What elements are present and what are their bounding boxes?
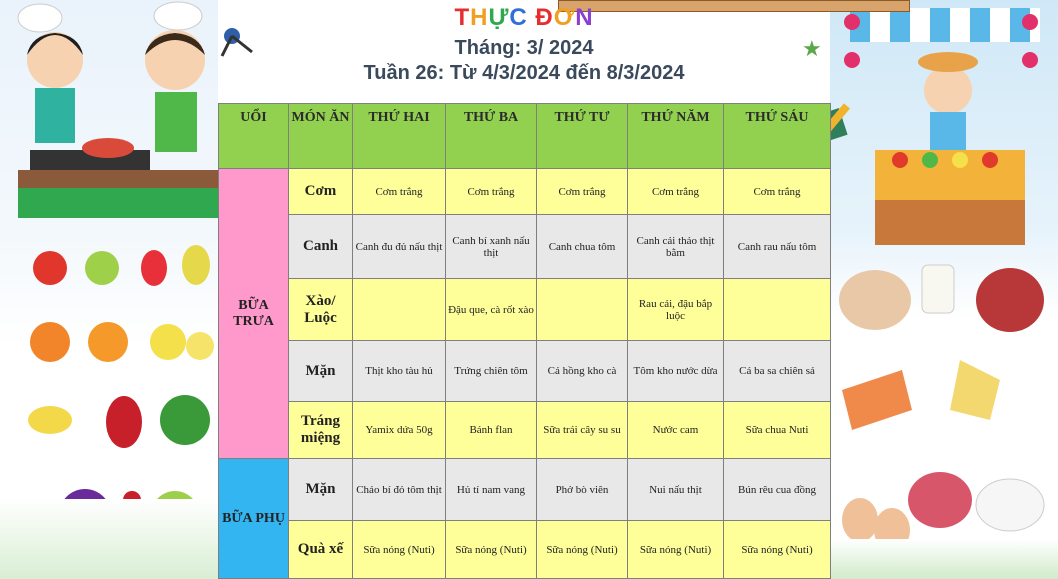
dish-cell: Mặn [289, 341, 353, 402]
star-icon: ★ [802, 36, 822, 61]
title-letter [528, 4, 536, 32]
menu-cell: Cơm trắng [628, 169, 724, 215]
table-row [219, 215, 831, 279]
menu-cell: Cơm trắng [537, 169, 628, 215]
menu-cell: Yamix dứa 50g [353, 402, 446, 459]
menu-header [218, 0, 830, 100]
menu-cell: Bún rêu cua đồng [724, 459, 831, 521]
menu-cell: Cơm trắng [724, 169, 831, 215]
menu-cell: Tôm kho nước dừa [628, 341, 724, 402]
table-header-row [219, 104, 831, 169]
menu-cell: Sữa nóng (Nuti) [537, 521, 628, 579]
menu-cell: Đậu que, cà rốt xào [446, 279, 537, 341]
table-row [219, 279, 831, 341]
dish-cell: Xào/ Luộc [289, 279, 353, 341]
grass-strip-right [830, 539, 1058, 579]
menu-cell: Nui nấu thịt [628, 459, 724, 521]
dish-cell: Tráng miệng [289, 402, 353, 459]
header-thursday: THỨ NĂM [628, 104, 724, 169]
menu-cell: Canh rau nấu tôm [724, 215, 831, 279]
menu-cell: Trứng chiên tôm [446, 341, 537, 402]
menu-cell: Canh cải thảo thịt bằm [628, 215, 724, 279]
menu-cell [537, 279, 628, 341]
title-letter: Ơ [553, 4, 576, 31]
menu-cell [353, 279, 446, 341]
menu-cell: Canh đu đủ nấu thịt [353, 215, 446, 279]
menu-week: Tuần 26: Từ 4/3/2024 đến 8/3/2024 [363, 62, 685, 84]
grass-strip [0, 499, 218, 579]
menu-cell: Phở bò viên [537, 459, 628, 521]
left-decoration-panel [0, 0, 218, 579]
title-letter: T [454, 4, 471, 31]
dish-cell: Mặn [289, 459, 353, 521]
header-dish: MÓN ĂN [289, 104, 353, 169]
table-row [219, 341, 831, 402]
menu-cell: Sữa nóng (Nuti) [353, 521, 446, 579]
menu-cell: Bánh flan [446, 402, 537, 459]
menu-cell: Cơm trắng [446, 169, 537, 215]
menu-cell: Cơm trắng [353, 169, 446, 215]
title-letter: N [575, 4, 594, 31]
menu-cell: Rau cải, đậu bắp luộc [628, 279, 724, 341]
header-friday: THỨ SÁU [724, 104, 831, 169]
menu-cell [724, 279, 831, 341]
menu-cell: Thịt kho tàu hủ [353, 341, 446, 402]
menu-cell: Sữa chua Nuti [724, 402, 831, 459]
meal-snack-label: BỮA PHỤ [219, 459, 289, 579]
menu-cell: Hủ tí nam vang [446, 459, 537, 521]
title-letter: Đ [535, 4, 554, 31]
dish-cell: Canh [289, 215, 353, 279]
right-decoration-panel [830, 0, 1058, 579]
table-row [219, 521, 831, 579]
header-tuesday: THỨ BA [446, 104, 537, 169]
meal-lunch-label: BỮA TRƯA [219, 169, 289, 459]
title-letter: C [509, 4, 528, 31]
menu-table [218, 103, 831, 579]
menu-cell: Cá ba sa chiên sả [724, 341, 831, 402]
header-wednesday: THỨ TƯ [537, 104, 628, 169]
menu-title [218, 4, 830, 32]
menu-month: Tháng: 3/ 2024 [454, 37, 594, 59]
title-letter: Ự [488, 4, 510, 31]
dish-cell: Cơm [289, 169, 353, 215]
kids-chef-fruits-illustration [0, 0, 218, 579]
header-session: UỔI [219, 104, 289, 169]
menu-cell: Sữa nóng (Nuti) [628, 521, 724, 579]
market-girl-foods-illustration [830, 0, 1058, 579]
menu-cell: Cháo bí đỏ tôm thịt [353, 459, 446, 521]
menu-cell: Sữa nóng (Nuti) [724, 521, 831, 579]
compass-icon [216, 20, 256, 65]
title-letter: H [470, 4, 489, 31]
menu-cell: Sữa nóng (Nuti) [446, 521, 537, 579]
menu-cell: Canh bí xanh nấu thịt [446, 215, 537, 279]
menu-cell: Nước cam [628, 402, 724, 459]
header-monday: THỨ HAI [353, 104, 446, 169]
menu-cell: Canh chua tôm [537, 215, 628, 279]
table-row [219, 169, 831, 215]
table-row [219, 459, 831, 521]
dish-cell: Quà xế [289, 521, 353, 579]
menu-cell: Sữa trái cây su su [537, 402, 628, 459]
table-row [219, 402, 831, 459]
menu-cell: Cá hồng kho cà [537, 341, 628, 402]
